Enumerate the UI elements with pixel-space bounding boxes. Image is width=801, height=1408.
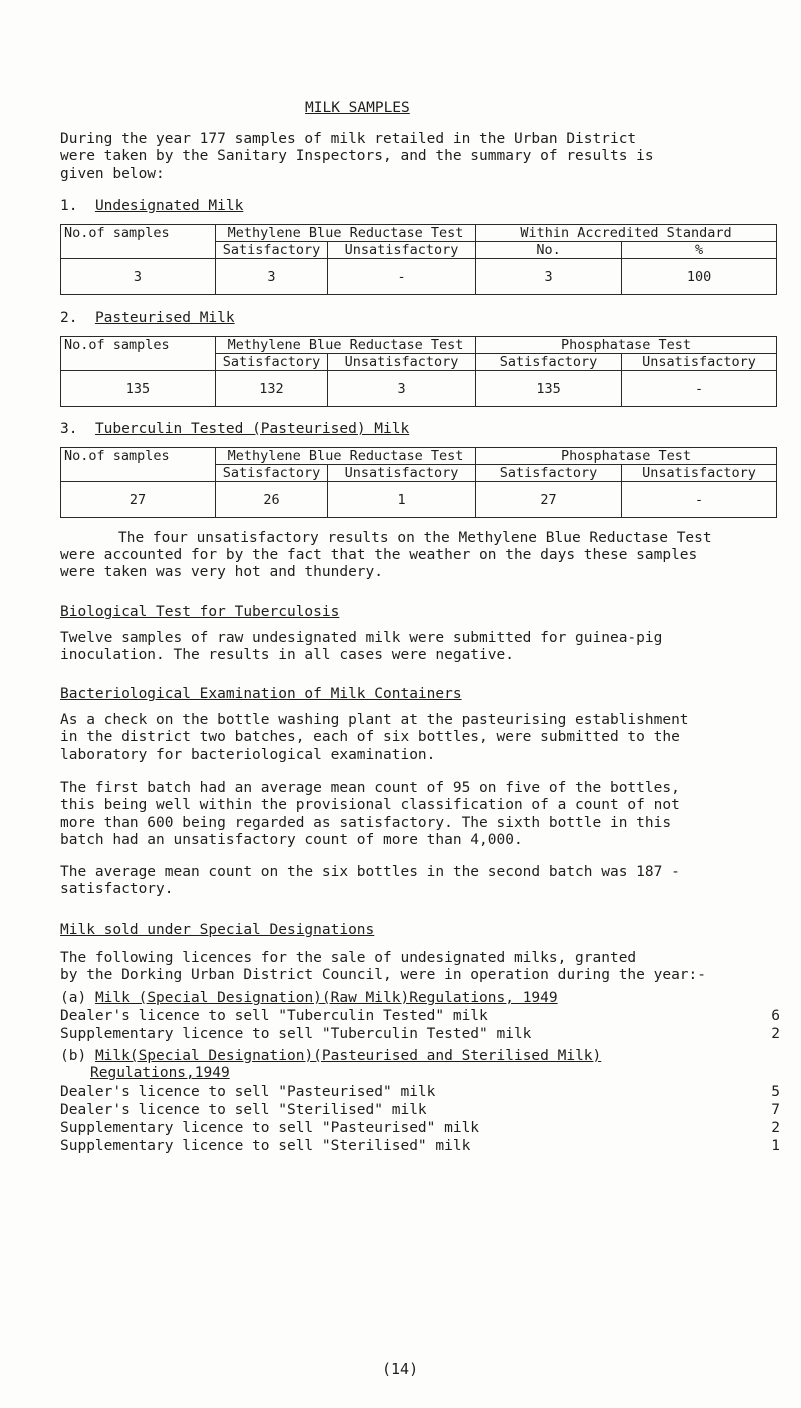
table-subheader: No.: [476, 242, 622, 259]
bacteriological-heading: Bacteriological Examination of Milk Containers: [60, 686, 462, 702]
paragraph-line: As a check on the bottle washing plant at the pasteurising establishment: [60, 712, 689, 728]
table-subheader: Unsatisfactory: [328, 242, 476, 259]
list-item: [60, 1102, 780, 1119]
section-title: Pasteurised Milk: [94, 310, 235, 326]
table-row: [61, 371, 777, 407]
group-a-heading: [60, 990, 558, 1007]
group-label: (b): [60, 1048, 87, 1064]
bacteriological-paragraph-3: [60, 864, 780, 899]
section-number: 3.: [60, 421, 78, 437]
unsatisfactory-note: [118, 530, 778, 547]
table-row: [61, 482, 777, 518]
table-header: Phosphatase Test: [476, 337, 777, 354]
paragraph-line: laboratory for bacteriological examination.: [60, 746, 436, 763]
table-cell: -: [622, 371, 777, 407]
list-item: [60, 1084, 780, 1101]
table-subheader: Satisfactory: [476, 354, 622, 371]
page-title: MILK SAMPLES: [305, 100, 410, 116]
group-title: Milk(Special Designation)(Pasteurised and Sterilised Milk): [94, 1048, 602, 1064]
licence-text: Supplementary licence to sell "Tuberculin Tested" milk: [60, 1026, 532, 1042]
table-cell: 27: [61, 482, 216, 518]
section1-heading: [60, 198, 243, 215]
list-item: [60, 1120, 780, 1137]
table-header: Phosphatase Test: [476, 448, 777, 465]
table-subheader: Unsatisfactory: [622, 465, 777, 482]
paragraph-line: in the district two batches, each of six bottles, were submitted to the: [60, 729, 680, 746]
section-title: Tuberculin Tested (Pasteurised) Milk: [94, 421, 410, 437]
table-subheader: %: [622, 242, 777, 259]
paragraph-line: satisfactory.: [60, 881, 174, 898]
tuberculin-tested-table: [60, 447, 777, 518]
paragraph-line: The first batch had an average mean count of 95 on five of the bottles,: [60, 780, 680, 796]
paragraph-line: by the Dorking Urban District Council, were in operation during the year:-: [60, 967, 707, 984]
table-header: Within Accredited Standard: [476, 225, 777, 242]
table-subheader: Satisfactory: [476, 465, 622, 482]
list-item: [60, 1026, 780, 1043]
note-line: were accounted for by the fact that the weather on the days these samples: [60, 547, 698, 563]
table-cell: 27: [476, 482, 622, 518]
biological-heading: Biological Test for Tuberculosis: [60, 604, 340, 620]
paragraph-line: more than 600 being regarded as satisfactory. The sixth bottle in this: [60, 814, 672, 831]
special-intro: [60, 950, 780, 985]
table-header: No.of samples: [61, 225, 216, 259]
licence-count: 2: [771, 1026, 780, 1042]
table-cell: 135: [476, 371, 622, 407]
table-header: Methylene Blue Reductase Test: [216, 448, 476, 465]
group-b-heading-cont: Regulations,1949: [90, 1065, 230, 1081]
table-subheader: Satisfactory: [216, 465, 328, 482]
undesignated-milk-table: [60, 224, 777, 295]
table-cell: 135: [61, 371, 216, 407]
licence-count: 6: [771, 1008, 780, 1024]
unsatisfactory-note-cont: [60, 547, 780, 582]
intro-paragraph: [60, 131, 780, 183]
page-number: (14): [382, 1360, 419, 1378]
list-item: [60, 1138, 780, 1155]
table-subheader: Satisfactory: [216, 242, 328, 259]
biological-paragraph: [60, 630, 780, 665]
intro-line: given below:: [60, 165, 165, 182]
section-number: 2.: [60, 310, 78, 326]
paragraph-line: this being well within the provisional classification of a count of not: [60, 797, 680, 814]
list-item: [60, 1008, 780, 1025]
licence-count: 2: [771, 1120, 780, 1136]
table-cell: 100: [622, 259, 777, 295]
licence-text: Supplementary licence to sell "Sterilised" milk: [60, 1138, 471, 1154]
note-line: The four unsatisfactory results on the Methylene Blue Reductase Test: [118, 530, 712, 546]
table-cell: -: [622, 482, 777, 518]
table-cell: 132: [216, 371, 328, 407]
bacteriological-paragraph-1: [60, 712, 780, 764]
bacteriological-paragraph-2: [60, 780, 780, 850]
table-subheader: Unsatisfactory: [622, 354, 777, 371]
licence-text: Dealer's licence to sell "Sterilised" milk: [60, 1102, 427, 1118]
group-label: (a): [60, 990, 87, 1006]
table-subheader: Satisfactory: [216, 354, 328, 371]
table-cell: 3: [61, 259, 216, 295]
table-cell: 3: [216, 259, 328, 295]
licence-count: 5: [771, 1084, 780, 1100]
licence-text: Dealer's licence to sell "Tuberculin Tested" milk: [60, 1008, 488, 1024]
table-subheader: Unsatisfactory: [328, 354, 476, 371]
intro-line: were taken by the Sanitary Inspectors, and the summary of results is: [60, 148, 654, 165]
table-cell: -: [328, 259, 476, 295]
table-cell: 1: [328, 482, 476, 518]
group-b-heading: [60, 1048, 601, 1065]
paragraph-line: The average mean count on the six bottles in the second batch was 187 -: [60, 864, 680, 880]
special-heading: Milk sold under Special Designations: [60, 922, 375, 938]
intro-line: During the year 177 samples of milk retailed in the Urban District: [60, 131, 637, 147]
paragraph-line: batch had an unsatisfactory count of more than 4,000.: [60, 832, 523, 849]
table-cell: 3: [476, 259, 622, 295]
section-number: 1.: [60, 198, 78, 214]
licence-count: 1: [771, 1138, 780, 1154]
paragraph-line: Twelve samples of raw undesignated milk were submitted for guinea-pig: [60, 630, 663, 646]
table-row: [61, 259, 777, 295]
section3-heading: [60, 421, 409, 438]
table-cell: 26: [216, 482, 328, 518]
note-line: were taken was very hot and thundery.: [60, 564, 384, 581]
licence-text: Dealer's licence to sell "Pasteurised" milk: [60, 1084, 436, 1100]
table-cell: 3: [328, 371, 476, 407]
licence-text: Supplementary licence to sell "Pasteurised" milk: [60, 1120, 480, 1136]
paragraph-line: The following licences for the sale of undesignated milks, granted: [60, 950, 637, 966]
pasteurised-milk-table: [60, 336, 777, 407]
group-title: Milk (Special Designation)(Raw Milk)Regulations, 1949: [94, 990, 558, 1006]
licence-count: 7: [771, 1102, 780, 1118]
table-header: Methylene Blue Reductase Test: [216, 225, 476, 242]
paragraph-line: inoculation. The results in all cases were negative.: [60, 647, 514, 664]
section2-heading: [60, 310, 235, 327]
table-header: Methylene Blue Reductase Test: [216, 337, 476, 354]
table-header: No.of samples: [61, 337, 216, 371]
table-subheader: Unsatisfactory: [328, 465, 476, 482]
table-header: No.of samples: [61, 448, 216, 482]
section-title: Undesignated Milk: [94, 198, 244, 214]
